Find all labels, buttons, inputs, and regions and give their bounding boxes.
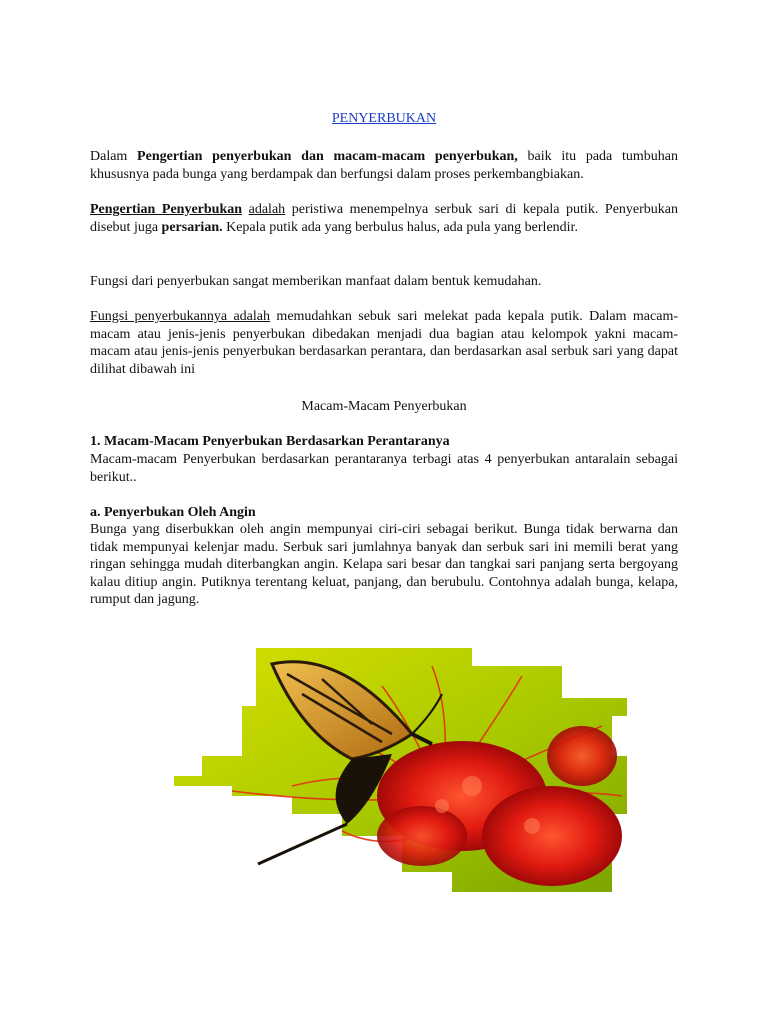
intro-bold: Pengertian penyerbukan dan macam-macam penyerbukan, — [137, 149, 518, 164]
butterfly-flower-image — [172, 646, 632, 892]
function-intro: Fungsi dari penyerbukan sangat memberikan manfaat dalam bentuk kemudahan. — [90, 274, 542, 289]
function-paragraph — [90, 308, 678, 378]
section-a-heading: a. Penyerbukan Oleh Angin — [90, 505, 256, 520]
definition-paragraph — [90, 201, 678, 236]
definition-text1: peristiwa menempelnya serbuk sari di kepala putik. Penyerbukan disebut juga — [90, 202, 679, 235]
section1-heading: 1. Macam-Macam Penyerbukan Berdasarkan Perantaranya — [90, 434, 450, 449]
butterfly-on-red-flower-image-icon — [172, 646, 632, 892]
function-link[interactable]: Fungsi penyerbukannya adalah — [90, 309, 271, 324]
types-heading: Macam-Macam Penyerbukan — [301, 399, 467, 414]
section1-body: Macam-macam Penyerbukan berdasarkan perantaranya terbagi atas 4 penyerbukan antaralain sebagai berikut.. — [90, 452, 678, 485]
function-text: memudahkan sebuk sari melekat pada kepala putik. Dalam macam-macam atau jenis-jenis penyerbukan dibedakan menjadi dua bagian atau kelompok yakni macam-macam atau jenis-jenis penyerbukan berdasarkan perantara, dan berdasarkan asal serbuk sari yang dapat dilihat dibawah ini — [90, 309, 678, 377]
definition-link[interactable]: adalah — [248, 202, 286, 217]
intro-prefix: Dalam — [90, 149, 138, 164]
function-intro-paragraph — [90, 273, 678, 291]
definition-bold2: persarian. — [161, 219, 223, 235]
definition-text2: Kepala putik ada yang berbulus halus, ada pula yang berlendir. — [222, 219, 578, 235]
section1-body-wrap — [90, 451, 678, 486]
intro-paragraph — [90, 148, 678, 183]
section-a-body-wrap — [90, 521, 678, 609]
definition-term: Pengertian Penyerbukan — [90, 202, 243, 217]
intro-rest: baik itu pada tumbuhan khususnya pada bunga yang berdampak dan berfungsi dalam proses perkembangbiakan. — [90, 149, 678, 182]
section-a-body: Bunga yang diserbukkan oleh angin mempunyai ciri-ciri sebagai berikut. Bunga tidak berwarna dan tidak mempunyai kelenjar madu. Serbuk sari jumlahnya banyak dan serbuk sari ini memili berat yang ringan sehingga mudah diterbangkan angin. Kelapa sari besar dan tangkai sari panjang serta bergoyang kalau ditiup angin. Putiknya terentang keluat, panjang, dan berubulu. Contohnya adalah bunga, kelapa, rumput dan jagung. — [90, 522, 678, 608]
page-title[interactable]: PENYERBUKAN — [331, 111, 437, 126]
